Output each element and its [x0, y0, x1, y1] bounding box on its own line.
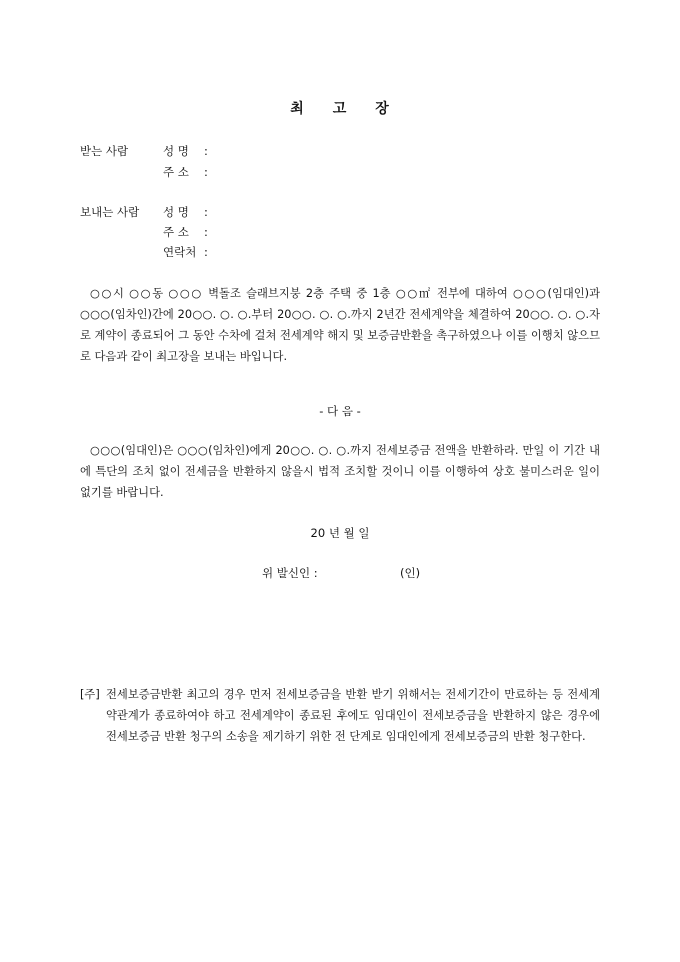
sender-label: 보내는 사람	[80, 205, 140, 219]
sender-contact-label: 연락처	[163, 245, 197, 259]
sender-name-label: 성 명	[163, 205, 189, 219]
title-char-3: 장	[375, 101, 390, 117]
recipient-label: 받는 사람	[80, 144, 129, 158]
document-title	[0, 98, 680, 118]
recipient-address-colon: :	[204, 165, 208, 179]
footnote-prefix: [주]	[80, 688, 100, 701]
title-char-2: 고	[332, 101, 348, 117]
date-line: 20 년 월 일	[310, 526, 370, 540]
seal-mark: (인)	[400, 566, 421, 580]
footnote	[80, 684, 600, 747]
sender-contact-colon: :	[204, 245, 208, 259]
footnote-text: 전세보증금반환 최고의 경우 먼저 전세보증금을 반환 받기 위해서는 전세기간이 만료하는 등 전세계약관계가 종료하여야 하고 전세계약이 종료된 후에도 임대인이 전세보증금을 반환하지 않은 경우에 전세보증금 반환 청구의 소송을 제기하기 위한 전 단계로 임대인에게 전세보증금의 반환 청구한다.	[106, 688, 600, 743]
recipient-name-label: 성 명	[163, 144, 189, 158]
title-char-1: 최	[290, 101, 305, 117]
demand-paragraph: ○○○(임대인)은 ○○○(임차인)에게 20○○. ○. ○.까지 전세보증금 전액을 반환하라. 만일 이 기간 내에 특단의 조치 없이 전세금을 반환하지 않을시 법적 조치할 것이니 이를 이행하여 상호 불미스러운 일이 없기를 바랍니다.	[80, 444, 600, 499]
signature-label: 위 발신인 :	[262, 566, 318, 580]
section-heading: - 다 음 -	[319, 404, 361, 418]
recipient-name-colon: :	[204, 144, 208, 158]
sender-address-colon: :	[204, 225, 208, 239]
sender-name-colon: :	[204, 205, 208, 219]
body-paragraph: ○○시 ○○동 ○○○ 벽돌조 슬래브지붕 2층 주택 중 1층 ○○㎡ 전부에 대하여 ○○○(임대인)과 ○○○(임차인)간에 20○○. ○. ○.부터 20○○. ○. ○.까지 2년간 전세계약을 체결하여 20○○. ○. ○.자로 계약이 종료되어 그 동안 수차에 걸쳐 전세계약 해지 및 보증금반환을 촉구하였으나 이를 이행치 않으므로 다음과 같이 최고장을 보내는 바입니다.	[80, 287, 600, 363]
sender-address-label: 주 소	[163, 225, 189, 239]
recipient-address-label: 주 소	[163, 165, 189, 179]
